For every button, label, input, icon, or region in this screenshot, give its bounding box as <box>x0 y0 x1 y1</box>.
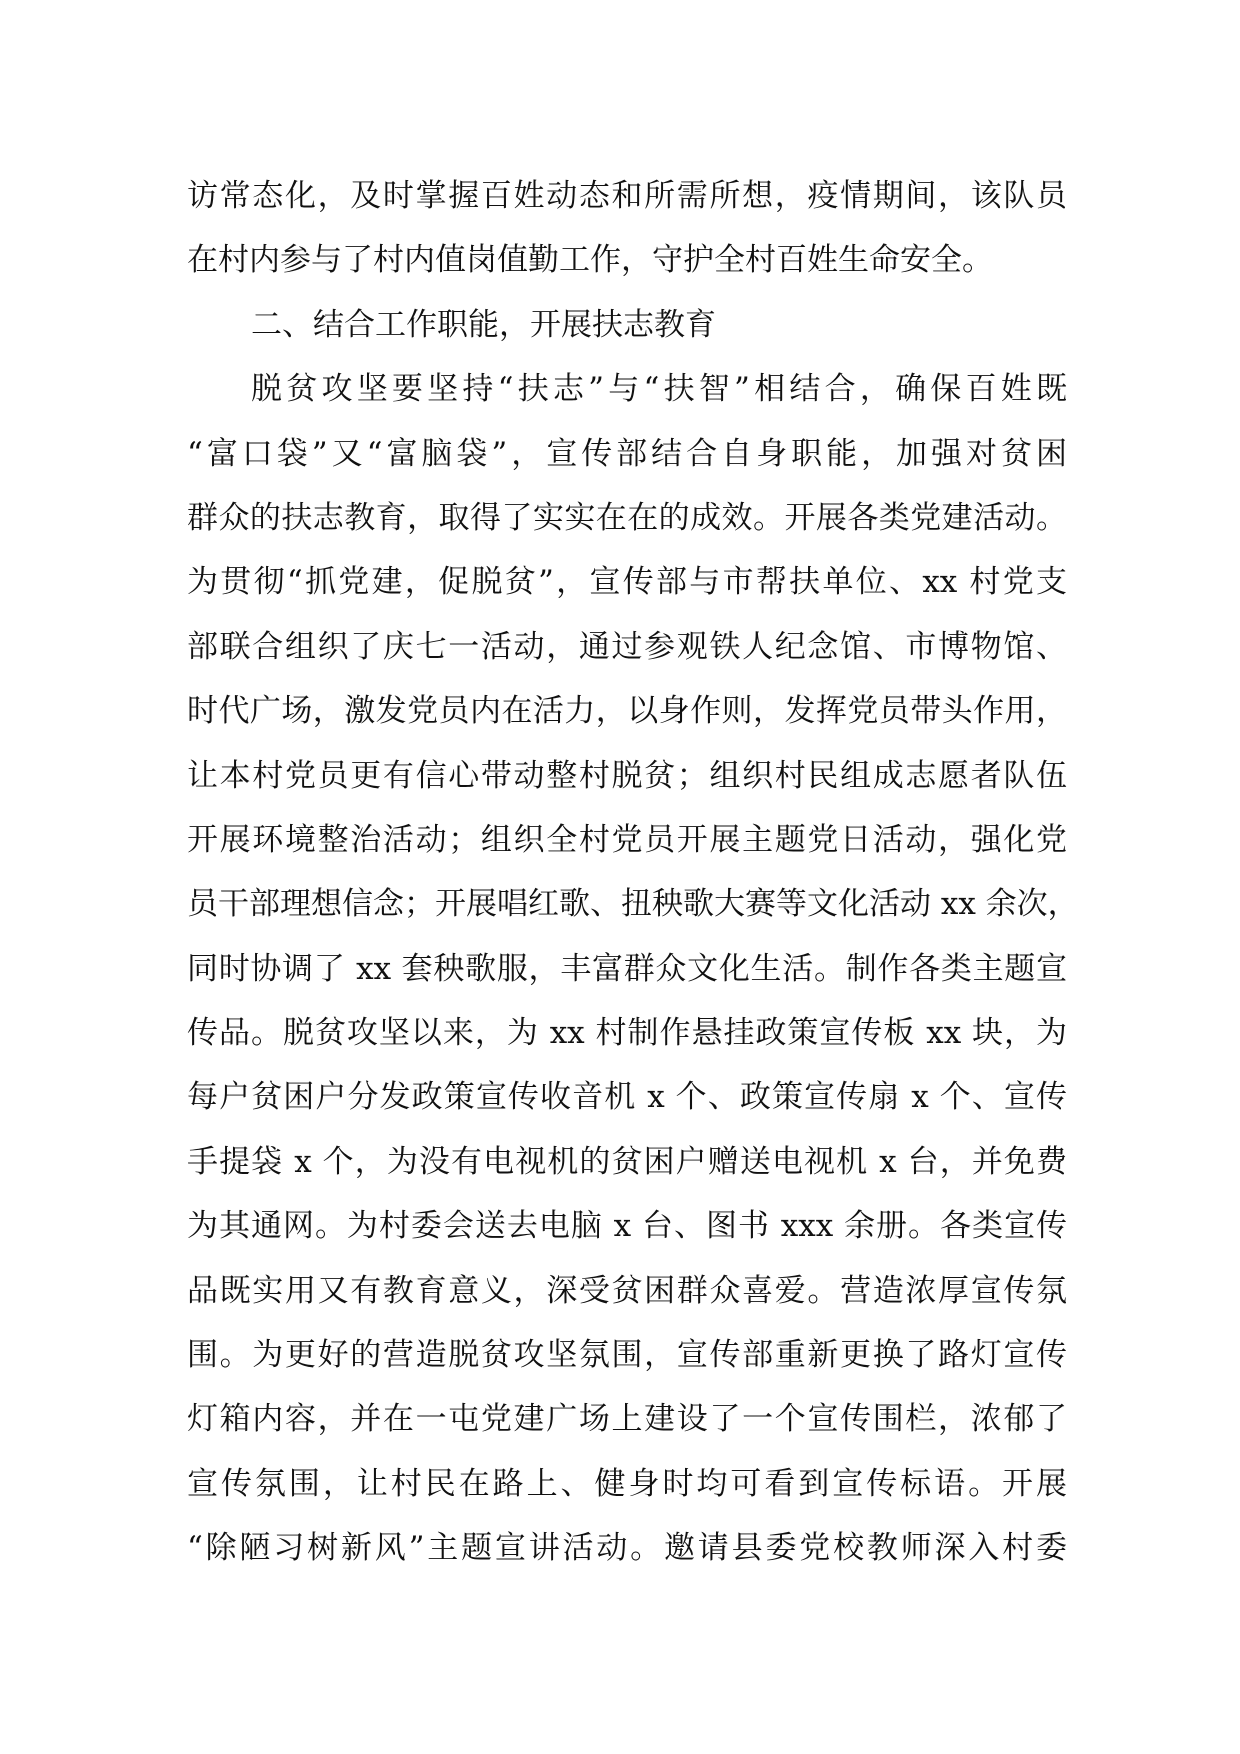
text-line: “除陋习树新风”主题宣讲活动。邀请县委党校教师深入村委 <box>187 1530 1067 1567</box>
text-line: 围。为更好的营造脱贫攻坚氛围，宣传部重新更换了路灯宣传 <box>187 1337 1067 1374</box>
text-line: 每户贫困户分发政策宣传收音机 x 个、政策宣传扇 x 个、宣传 <box>187 1079 1067 1116</box>
text-line: 开展环境整治活动；组织全村党员开展主题党日活动，强化党 <box>187 821 1067 858</box>
text-line: “富口袋”又“富脑袋”，宣传部结合自身职能，加强对贫困 <box>187 435 1067 472</box>
text-line: 群众的扶志教育，取得了实实在在的成效。开展各类党建活动。 <box>187 499 1067 536</box>
text-line: 同时协调了 xx 套秧歌服，丰富群众文化生活。制作各类主题宣 <box>187 950 1067 987</box>
text-line: 宣传氛围，让村民在路上、健身时均可看到宣传标语。开展 <box>187 1465 1067 1502</box>
text-line: 在村内参与了村内值岗值勤工作，守护全村百姓生命安全。 <box>187 242 993 279</box>
text-line: 手提袋 x 个，为没有电视机的贫困户赠送电视机 x 台，并免费 <box>187 1143 1067 1180</box>
text-line: 部联合组织了庆七一活动，通过参观铁人纪念馆、市博物馆、 <box>187 628 1067 665</box>
document-body <box>187 164 1079 1581</box>
text-line: 访常态化，及时掌握百姓动态和所需所想，疫情期间，该队员 <box>187 178 1067 214</box>
text-line: 传品。脱贫攻坚以来，为 xx 村制作悬挂政策宣传板 xx 块，为 <box>187 1015 1067 1052</box>
text-line: 品既实用又有教育意义，深受贫困群众喜爱。营造浓厚宣传氛 <box>187 1272 1067 1309</box>
text-line: 灯箱内容，并在一屯党建广场上建设了一个宣传围栏，浓郁了 <box>187 1401 1067 1438</box>
text-line: 时代广场，激发党员内在活力，以身作则，发挥党员带头作用， <box>187 693 1067 730</box>
text-line: 为其通网。为村委会送去电脑 x 台、图书 xxx 余册。各类宣传 <box>187 1208 1067 1245</box>
section-heading: 二、结合工作职能，开展扶志教育 <box>251 306 716 343</box>
text-line: 员干部理想信念；开展唱红歌、扭秧歌大赛等文化活动 xx 余次， <box>187 886 1079 923</box>
text-line: 让本村党员更有信心带动整村脱贫；组织村民组成志愿者队伍 <box>187 757 1067 794</box>
text-line: 脱贫攻坚要坚持“扶志”与“扶智”相结合，确保百姓既 <box>251 371 1067 408</box>
text-line: 为贯彻“抓党建，促脱贫”，宣传部与市帮扶单位、xx 村党支 <box>187 564 1067 601</box>
